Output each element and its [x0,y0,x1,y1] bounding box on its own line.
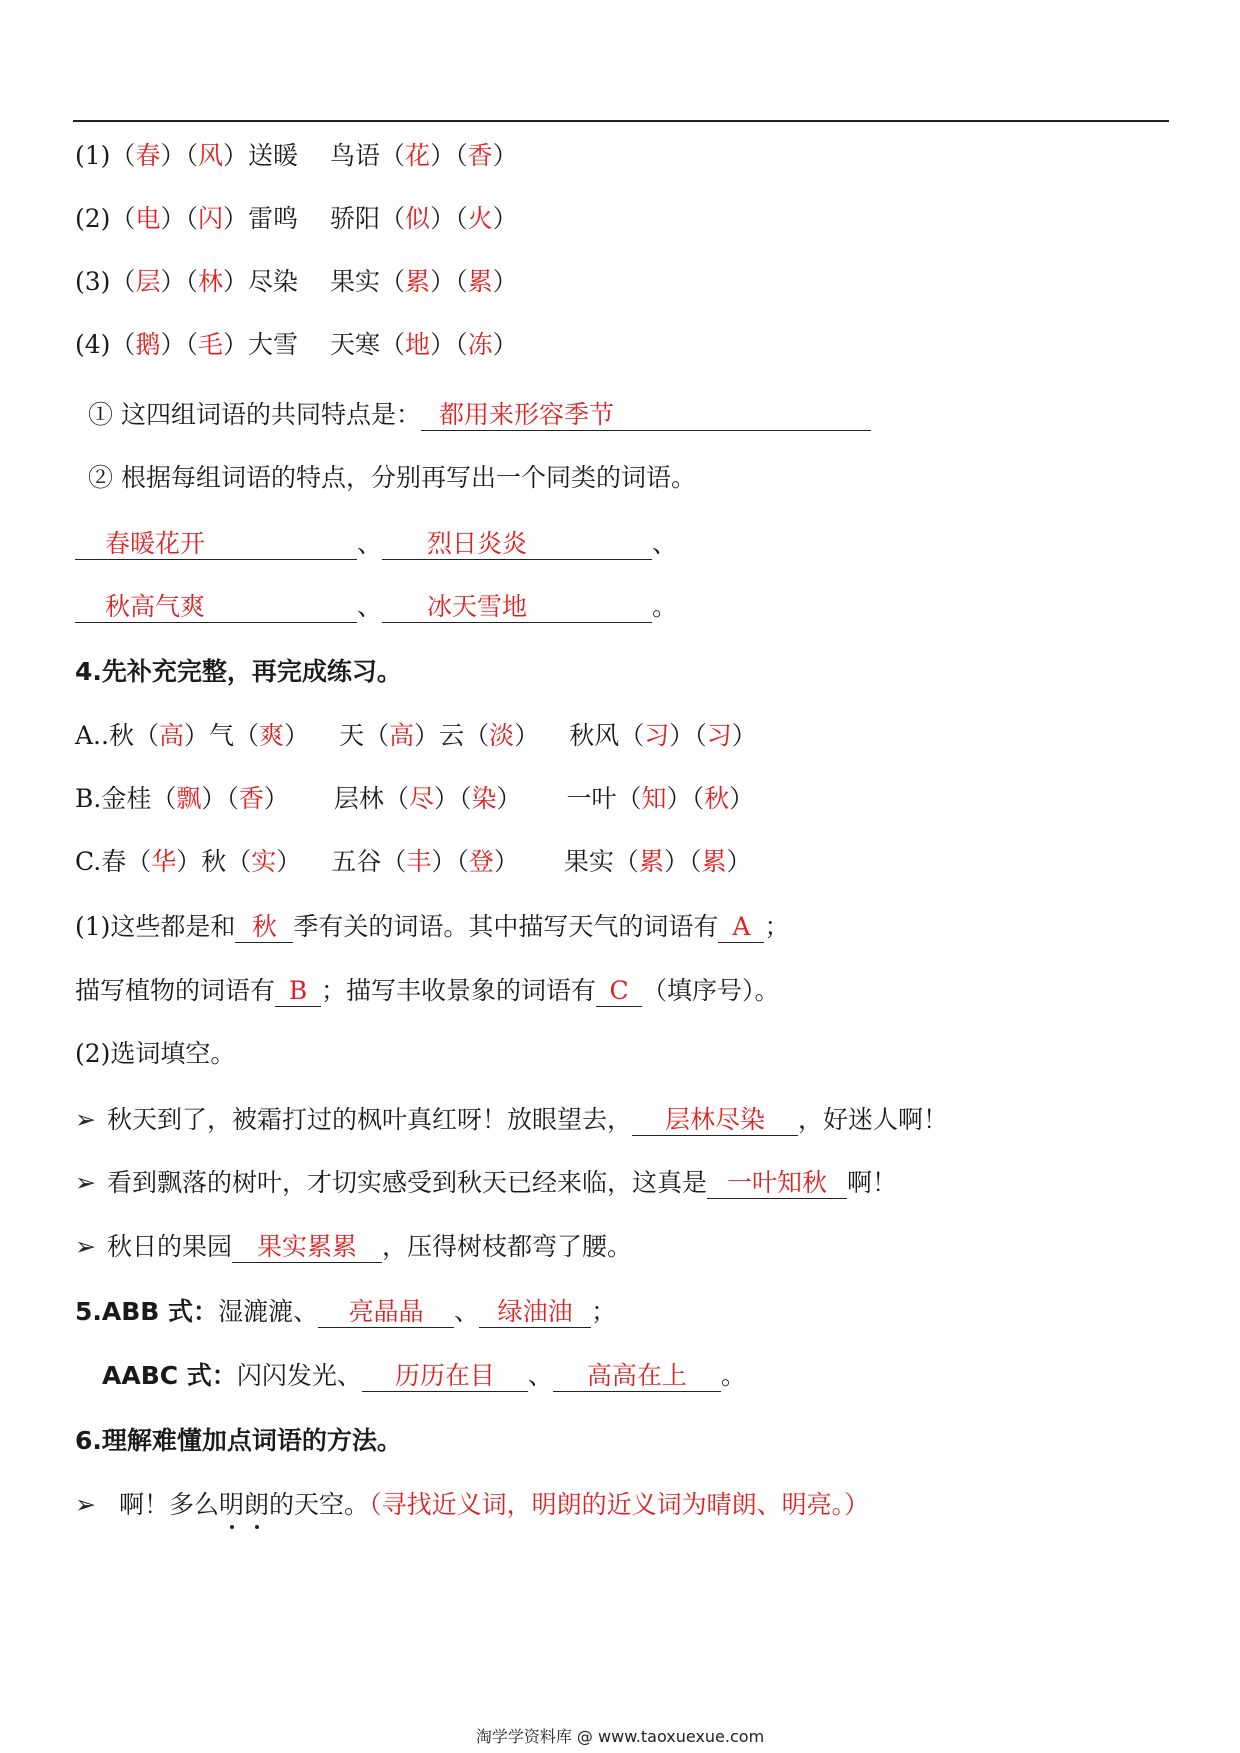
given-text: 果实 [563,847,614,876]
given-text: 五谷 [331,847,382,876]
answer: 层 [135,267,161,296]
answer: 累 [701,847,727,876]
sentence-text: 看到飘落的树叶，才切实感受到秋天已经来临，这真是 [107,1168,708,1197]
answer: 花 [405,141,431,170]
section-5-abb [75,1294,616,1330]
question-label: ② 根据每组词语的特点，分别再写出一个同类的词语。 [88,463,696,492]
separator: 、 [652,529,678,558]
arrow-bullet-icon: ➢ [75,1232,96,1261]
sentence-text: 秋日的果园 [107,1232,233,1261]
separator: 、 [454,1297,480,1326]
section-4-title: 4.先补充完整，再完成练习。 [75,657,402,686]
section-5-aabc [102,1358,746,1394]
answer: 习 [706,721,732,750]
answer: 地 [405,330,431,359]
separator: 。 [720,1361,746,1390]
arrow-bullet-icon: ➢ [75,1490,96,1519]
question-text: （填序号）。 [642,976,780,1005]
answer-blank: 高高在上 [553,1361,721,1392]
answer: 冻 [467,330,493,359]
answer: 丰 [406,847,432,876]
answer: 累 [405,267,431,296]
answer-blank: 层林尽染 [632,1105,798,1136]
answer-blank: 亮晶晶 [318,1297,454,1328]
answer: 爽 [259,721,285,750]
row-a: A..秋（高）气（爽） 天（高）云（淡） 秋风（习）（习） [75,721,757,750]
row-label: A.. [75,721,109,750]
answer-blank: 都用来形容季节 [421,400,871,431]
answer: 春 [135,141,161,170]
q2-answers-row-1 [75,526,677,562]
answer: 淡 [489,721,515,750]
footer-watermark: 淘学学资料库 @ www.taoxuexue.com [475,1727,765,1746]
given-text: 果实 [330,267,381,296]
answer: 电 [135,204,161,233]
row-label: B. [75,784,102,813]
section-6-title: 6.理解难懂加点词语的方法。 [75,1426,402,1455]
given-text: 秋 [108,721,134,750]
answer: 尽 [408,784,434,813]
separator: 、 [357,592,383,621]
answer-blank: B [275,976,321,1007]
sentence-text: 啊！ [847,1168,898,1197]
answer: 香 [238,784,264,813]
fill-sentence-3 [75,1229,632,1265]
question-text: 季有关的词语。其中描写天气的词语有 [293,912,719,941]
answer-blank: 秋 [235,912,293,943]
given-text: 气 [209,721,235,750]
aabc-label: AABC 式： [102,1361,237,1390]
given-text: 层林 [333,784,384,813]
row-number: (1) [75,141,111,170]
separator: 、 [357,529,383,558]
q1-line [88,397,871,433]
given-text: 天 [339,721,365,750]
row-b: B.金桂（飘）（香） 层林（尽）（染） 一叶（知）（秋） [75,784,755,813]
answer: 累 [467,267,493,296]
section-4-q1-line2 [75,973,780,1009]
answer: 风 [197,141,223,170]
row-number: (4) [75,330,111,359]
given-text: 春 [101,847,127,876]
answer-blank: A [718,912,764,943]
row-number: (2) [75,204,111,233]
question-text: ；描写丰收景象的词语有 [321,976,597,1005]
separator: ； [591,1297,617,1326]
question-label: ① 这四组词语的共同特点是： [88,400,421,429]
given-text: 云 [439,721,465,750]
section-5-title: 5.ABB 式： [75,1297,219,1326]
arrow-bullet-icon: ➢ [75,1105,96,1134]
sentence-text: ，压得树枝都弯了腰。 [382,1232,633,1261]
answer-blank: 一叶知秋 [707,1168,847,1199]
answer-blank: 果实累累 [232,1232,382,1263]
row-number: (3) [75,267,111,296]
q2-line [88,460,696,496]
given-text: 送暖 [248,141,299,170]
answer: 高 [389,721,415,750]
section-6-sentence [75,1487,869,1523]
answer: 实 [251,847,277,876]
answer: 登 [468,847,494,876]
section-4-q2-title: (2)选词填空。 [75,1039,236,1068]
answer: （寻找近义词，明朗的近义词为晴朗、明亮。） [369,1490,870,1519]
top-rule [73,120,1169,122]
answer: 鹅 [135,330,161,359]
answer-blank: 春暖花开 [75,529,357,560]
section-4-q1-line1 [75,909,789,945]
answer: 飘 [176,784,202,813]
separator: 。 [652,592,678,621]
answer: 似 [405,204,431,233]
answer-blank: 烈日炎炎 [382,529,652,560]
sentence-text: 秋天到了，被霜打过的枫叶真红呀！放眼望去， [107,1105,633,1134]
given-text: 尽染 [248,267,299,296]
dotted-char: 朗 [244,1490,270,1519]
given-text: 雷鸣 [248,204,299,233]
answer: 染 [471,784,497,813]
answer-blank: 冰天雪地 [382,592,652,623]
answer: 香 [467,141,493,170]
answer: 知 [641,784,667,813]
arrow-bullet-icon: ➢ [75,1168,96,1197]
given-text: 鸟语 [330,141,381,170]
given-text: 秋风 [569,721,620,750]
given-text: 金桂 [101,784,152,813]
sentence-text: ，好迷人啊！ [798,1105,949,1134]
answer-blank: C [596,976,642,1007]
fill-sentence-1 [75,1102,948,1138]
sentence-text: 的天空。 [269,1490,370,1519]
question-text: (1)这些都是和 [75,912,236,941]
separator: 、 [527,1361,553,1390]
dotted-char: 明 [219,1490,245,1519]
idiom-row-2: (2)（电）（闪）雷鸣 骄阳（似）（火） [75,204,518,233]
answer: 闪 [197,204,223,233]
answer: 高 [158,721,184,750]
answer-blank: 历历在目 [362,1361,528,1392]
answer-blank: 秋高气爽 [75,592,357,623]
answer: 华 [151,847,177,876]
answer: 累 [638,847,664,876]
answer: 秋 [704,784,730,813]
idiom-row-3: (3)（层）（林）尽染 果实（累）（累） [75,267,518,296]
answer-blank: 绿油油 [479,1297,591,1328]
given-text: 闪闪发光、 [236,1361,362,1390]
answer: 火 [467,204,493,233]
answer: 习 [644,721,670,750]
given-text: 湿漉漉、 [218,1297,319,1326]
given-text: 秋 [201,847,227,876]
given-text: 一叶 [566,784,617,813]
q2-answers-row-2 [75,589,677,625]
question-text: 描写植物的词语有 [75,976,276,1005]
idiom-row-1: (1)（春）（风）送暖 鸟语（花）（香） [75,141,518,170]
row-label: C. [75,847,102,876]
answer: 林 [197,267,223,296]
row-c: C.春（华）秋（实） 五谷（丰）（登） 果实（累）（累） [75,847,752,876]
idiom-row-4: (4)（鹅）（毛）大雪 天寒（地）（冻） [75,330,518,359]
sentence-text: 啊！多么 [119,1490,220,1519]
question-text: ； [764,912,790,941]
given-text: 大雪 [248,330,299,359]
given-text: 骄阳 [330,204,381,233]
given-text: 天寒 [330,330,381,359]
fill-sentence-2 [75,1165,897,1201]
answer: 毛 [197,330,223,359]
